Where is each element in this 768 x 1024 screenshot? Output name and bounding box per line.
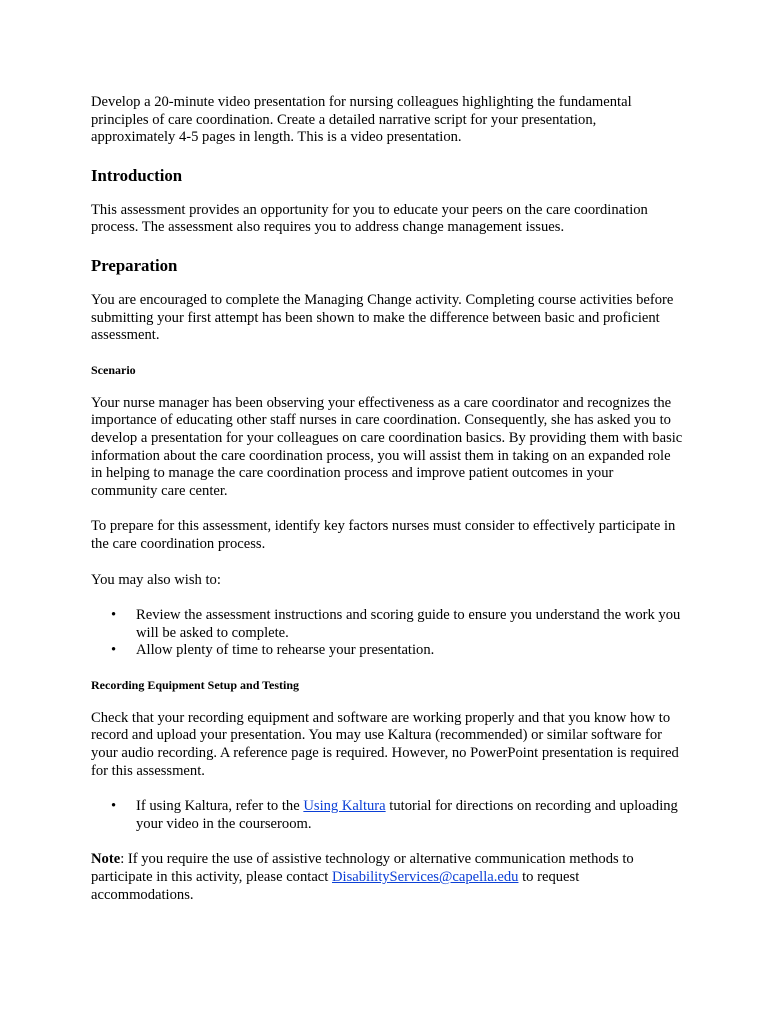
list-item [91, 642, 683, 660]
note-text-after: to request accommodations. [91, 869, 580, 903]
note-label: Note [91, 851, 121, 868]
using-kaltura-link[interactable]: Using Kaltura [303, 798, 386, 815]
document-page [91, 94, 683, 904]
scenario-paragraph: Your nurse manager has been observing your effectiveness as a care coordinator and recognizes the importance of educating other staff nurses in care coordination. Consequently, she has asked you to develop a presentation for your colleagues on care coordination basics. By providing them with basic information about the care coordination process, you will assist them in taking on an expanded role in helping to manage the care coordination process and improve patient outcomes in your community care center. [91, 394, 683, 499]
bullet-glyph: • [111, 798, 117, 815]
list-item [91, 798, 683, 833]
note-paragraph [91, 851, 683, 904]
introduction-paragraph: This assessment provides an opportunity for you to educate your peers on the care coordination process. The assessment also requires you to address change management issues. [91, 201, 648, 236]
intro-paragraph: Develop a 20-minute video presentation for nursing colleagues highlighting the fundamental principles of care coordination. Create a detailed narrative script for your presentation, approximately 4-5 pages in length. This is a video presentation. [91, 94, 632, 146]
bullet-glyph: • [111, 607, 117, 624]
list-item [91, 607, 683, 642]
scenario-heading: Scenario [91, 362, 136, 377]
recording-paragraph: Check that your recording equipment and software are working properly and that you know how to record and upload your presentation. You may use Kaltura (recommended) or similar software for your audio recording. A reference page is required. However, no PowerPoint presentation is required for this assessment. [91, 709, 679, 779]
introduction-heading: Introduction [91, 165, 183, 185]
kaltura-text-before: If using Kaltura, refer to the [136, 798, 304, 815]
wish-list [91, 607, 683, 660]
prepare-paragraph: To prepare for this assessment, identify key factors nurses must consider to effectively participate in the care coordination process. [91, 518, 676, 552]
bullet-glyph: • [111, 642, 117, 659]
wish-paragraph: You may also wish to: [91, 571, 221, 588]
kaltura-text-after: tutorial for directions on recording and uploading your video in the courseroom. [136, 798, 678, 832]
note-text-before: : If you require the use of assistive technology or alternative communication methods to participate in this activity, please contact [91, 851, 634, 886]
preparation-paragraph: You are encouraged to complete the Managing Change activity. Completing course activities before submitting your first attempt has been shown to make the difference between basic and proficient assessment. [91, 291, 674, 344]
list-item-text: Allow plenty of time to rehearse your presentation. [136, 642, 435, 659]
recording-heading: Recording Equipment Setup and Testing [91, 677, 300, 692]
list-item-text: Review the assessment instructions and scoring guide to ensure you understand the work you will be asked to complete. [136, 607, 681, 641]
kaltura-list [91, 798, 683, 833]
preparation-heading: Preparation [91, 255, 178, 275]
disability-services-email-link[interactable]: DisabilityServices@capella.edu [331, 869, 519, 886]
